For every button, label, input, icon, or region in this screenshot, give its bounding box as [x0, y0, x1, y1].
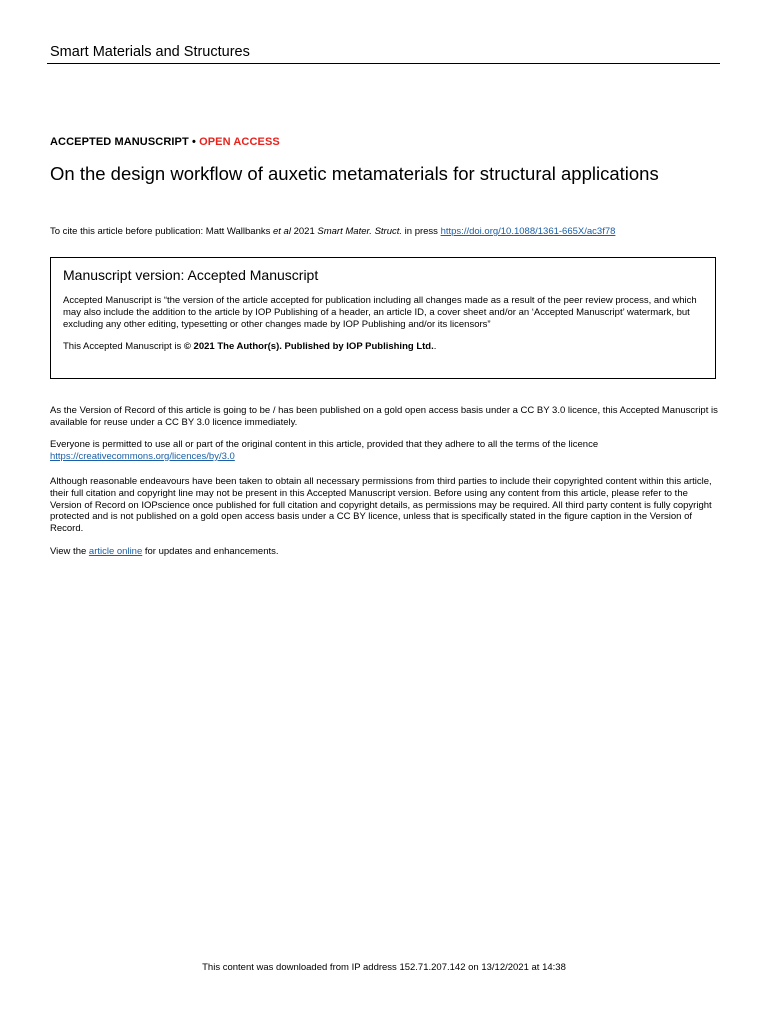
citation-journal: Smart Mater. Struct.	[317, 226, 403, 237]
manuscript-version-box	[50, 257, 716, 379]
doi-link[interactable]: https://doi.org/10.1088/1361-665X/ac3f78	[440, 226, 616, 237]
licence-paragraph: As the Version of Record of this article is going to be / has been published on a gold open access basis under a CC BY 3.0 licence, this Accepted Manuscript is available for reuse under a CC BY 3.0 licence immediately.	[50, 405, 718, 428]
view-online-paragraph	[50, 546, 718, 558]
citation-year: 2021	[290, 226, 318, 237]
view-online-prefix: View the	[50, 546, 89, 557]
article-online-link[interactable]: article online	[88, 546, 143, 557]
article-title: On the design workflow of auxetic metamaterials for structural applications	[50, 163, 659, 184]
view-online-suffix: for updates and enhancements.	[142, 546, 279, 557]
status-line	[50, 136, 280, 148]
citation-et-al: et al	[273, 226, 291, 237]
status-separator: •	[188, 136, 200, 148]
third-party-paragraph: Although reasonable endeavours have been taken to obtain all necessary permissions from third parties to include their copyrighted content within this article, their full citation and copyright line may not be present in this Accepted Manuscript version. Before using any content from this article, please refer to the Version of Record on IOPscience once published for full citation and copyright details, as permissions may be required. All third party content is fully copyright protected and is not published on a gold open access basis under a CC BY licence, unless that is specifically stated in the figure caption in the Version of Record.	[50, 476, 712, 535]
copyright-statement: © 2021 The Author(s). Published by IOP Publishing Ltd.	[183, 341, 434, 352]
copyright-suffix: .	[433, 341, 437, 352]
version-box-title: Manuscript version: Accepted Manuscript	[63, 267, 319, 283]
citation-line	[50, 226, 615, 238]
version-box-copyright	[63, 341, 703, 353]
copyright-prefix: This Accepted Manuscript is	[63, 341, 184, 352]
open-access-label: OPEN ACCESS	[199, 136, 280, 148]
permission-text: Everyone is permitted to use all or part of the original content in this article, provided that they adhere to all the terms of the licence	[50, 439, 599, 450]
citation-prefix: To cite this article before publication: Matt Wallbanks	[50, 226, 273, 237]
journal-name: Smart Materials and Structures	[50, 44, 250, 60]
licence-link[interactable]: https://creativecommons.org/licences/by/3.0	[50, 450, 235, 462]
download-footer: This content was downloaded from IP address 152.71.207.142 on 13/12/2021 at 14:38	[202, 962, 566, 973]
permission-paragraph	[50, 439, 718, 463]
header-rule	[47, 63, 720, 64]
version-box-definition: Accepted Manuscript is “the version of the article accepted for publication including all changes made as a result of the peer review process, and which may also include the addition to the article by IOP Publishing of a header, an article ID, a cover sheet and/or an ‘Accepted Manuscript’ watermark, but excluding any other editing, typesetting or other changes made by IOP Publishing and/or its licensors”	[63, 295, 697, 330]
citation-in-press: in press	[402, 226, 441, 237]
accepted-manuscript-label: ACCEPTED MANUSCRIPT	[50, 136, 189, 148]
